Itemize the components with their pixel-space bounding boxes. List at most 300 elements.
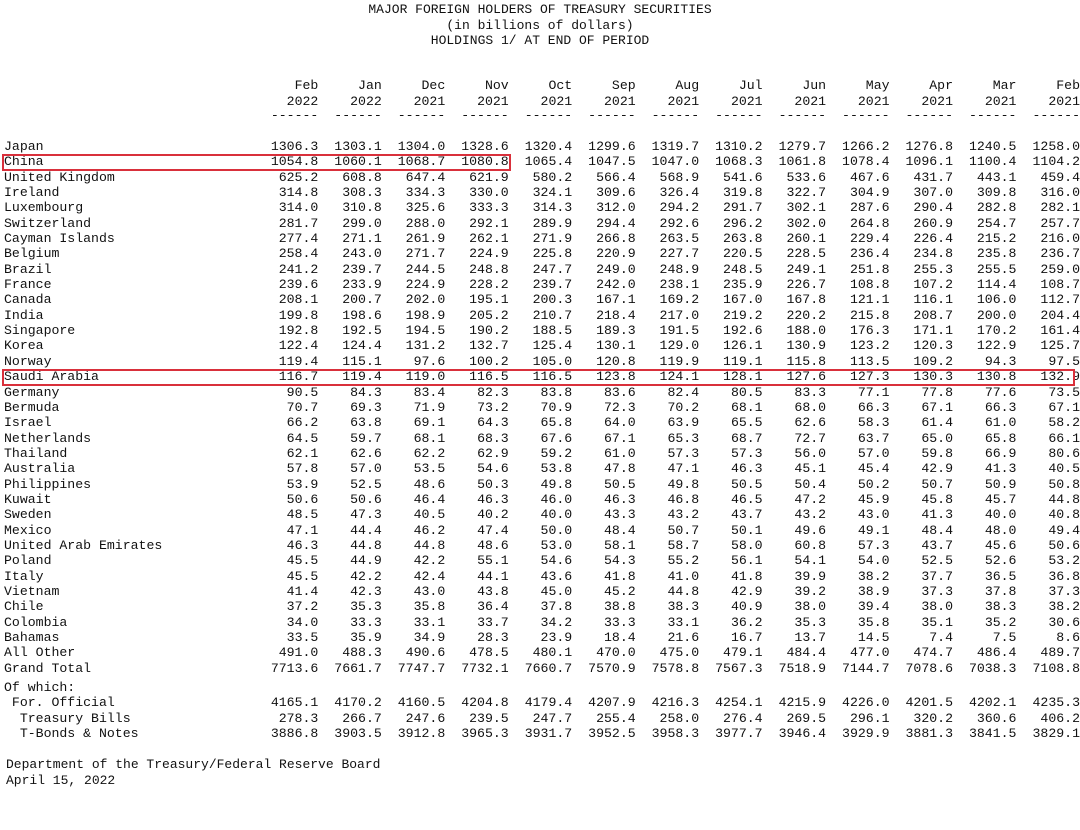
holding-value: 200.7 <box>342 292 382 308</box>
holding-value: 56.1 <box>730 553 763 569</box>
holding-value: 53.9 <box>286 476 319 492</box>
column-header <box>255 78 318 109</box>
column-header <box>445 78 508 109</box>
report-title <box>0 2 1080 49</box>
holding-value: 249.1 <box>786 261 827 277</box>
holding-value: 46.0 <box>540 491 573 507</box>
holdings-table <box>4 78 1080 741</box>
column-header <box>699 78 762 109</box>
holding-value: 50.5 <box>604 476 636 492</box>
holding-value: 1266.2 <box>842 139 890 154</box>
holding-value: 116.7 <box>278 369 319 385</box>
table-row <box>4 726 1080 741</box>
country-name: Singapore <box>4 323 76 339</box>
holding-value: 7747.7 <box>397 660 446 676</box>
holding-value: 33.3 <box>350 614 382 630</box>
column-year: 2021 <box>540 93 573 109</box>
holding-value: 316.0 <box>1040 185 1080 201</box>
holding-value: 1306.3 <box>270 139 319 154</box>
holding-value: 130.9 <box>786 338 827 354</box>
holding-value: 23.9 <box>540 630 573 645</box>
holding-value: 46.8 <box>667 491 700 507</box>
holding-value: 307.0 <box>913 185 953 201</box>
holding-value: 288.0 <box>405 215 446 231</box>
holding-value: 120.3 <box>913 338 953 354</box>
holding-value: 4207.9 <box>588 695 636 711</box>
column-month: Jan <box>358 78 382 93</box>
holding-value: 58.1 <box>604 537 636 553</box>
holding-value: 608.8 <box>342 169 382 185</box>
column-month: Jun <box>802 78 827 93</box>
header-underline: ------ <box>651 108 700 123</box>
holding-value: 38.2 <box>1048 599 1080 615</box>
holding-value: 330.0 <box>469 185 509 201</box>
holding-value: 3929.9 <box>842 725 890 741</box>
holding-value: 65.0 <box>921 430 953 446</box>
holding-value: 21.6 <box>667 630 700 645</box>
holding-value: 294.2 <box>659 200 700 216</box>
holding-value: 266.7 <box>342 710 382 726</box>
holding-value: 200.3 <box>532 292 573 308</box>
column-header <box>953 78 1016 109</box>
holding-value: 46.2 <box>413 522 446 538</box>
holding-value: 215.8 <box>849 307 890 323</box>
holding-value: 218.4 <box>596 307 636 323</box>
table-body <box>4 139 1080 676</box>
holding-value: 477.0 <box>849 645 890 661</box>
holding-value: 13.7 <box>794 630 827 645</box>
holding-value: 255.3 <box>913 261 953 277</box>
holding-value: 580.2 <box>532 169 573 185</box>
holding-value: 188.0 <box>786 323 827 339</box>
holding-value: 73.2 <box>477 399 509 415</box>
column-year: 2021 <box>794 93 827 109</box>
holding-value: 68.0 <box>794 399 827 415</box>
holding-value: 77.6 <box>984 384 1017 400</box>
holding-value: 41.4 <box>286 583 319 599</box>
holding-value: 255.5 <box>976 261 1017 277</box>
holding-value: 38.8 <box>604 599 636 615</box>
holding-value: 260.9 <box>913 215 953 231</box>
country-name: Canada <box>4 292 52 308</box>
table-row <box>4 553 1080 568</box>
table-row <box>4 446 1080 461</box>
holding-value: 132.9 <box>1040 369 1080 385</box>
saudi-arabia-highlight-box <box>2 369 1075 386</box>
holding-value: 73.5 <box>1048 384 1080 400</box>
holding-value: 189.3 <box>596 323 636 339</box>
holding-value: 3931.7 <box>524 725 573 741</box>
holding-value: 7.4 <box>929 630 953 645</box>
column-month: May <box>865 78 890 93</box>
column-month: Mar <box>992 78 1017 93</box>
holding-value: 48.6 <box>413 476 446 492</box>
holding-value: 1258.0 <box>1032 139 1080 154</box>
holding-value: 72.7 <box>794 430 827 446</box>
column-month: Nov <box>484 78 509 93</box>
holding-value: 59.7 <box>350 430 382 446</box>
holding-value: 66.3 <box>857 399 890 415</box>
holding-value: 47.8 <box>604 461 636 477</box>
holding-value: 406.2 <box>1040 710 1080 726</box>
holding-value: 1047.5 <box>588 154 636 170</box>
holding-value: 220.9 <box>596 246 636 262</box>
holding-value: 431.7 <box>913 169 953 185</box>
table-row <box>4 262 1080 277</box>
holding-value: 302.0 <box>786 215 827 231</box>
holding-value: 1320.4 <box>524 139 573 154</box>
holding-value: 54.0 <box>857 553 890 569</box>
column-month: Aug <box>675 78 700 93</box>
holding-value: 34.9 <box>413 630 446 645</box>
country-name: Philippines <box>4 476 92 492</box>
holding-value: 84.3 <box>350 384 382 400</box>
footer-source: Department of the Treasury/Federal Reserve Board <box>6 757 381 772</box>
footer <box>6 757 380 788</box>
holding-value: 1061.8 <box>778 154 827 170</box>
holding-value: 45.7 <box>984 491 1017 507</box>
holding-value: 41.3 <box>921 507 953 523</box>
holding-value: 58.2 <box>1048 415 1080 431</box>
holding-value: 236.7 <box>1040 246 1080 262</box>
country-name: Belgium <box>4 246 60 262</box>
holding-value: 43.0 <box>857 507 890 523</box>
holding-value: 114.4 <box>976 277 1017 293</box>
holding-value: 35.2 <box>984 614 1017 630</box>
holding-value: 127.3 <box>849 369 890 385</box>
country-name: Netherlands <box>4 430 92 446</box>
holding-value: 65.3 <box>667 430 700 446</box>
holding-value: 486.4 <box>976 645 1017 661</box>
holding-value: 39.9 <box>794 568 827 584</box>
holding-value: 53.2 <box>1048 553 1080 569</box>
holding-value: 72.3 <box>604 399 636 415</box>
table-row <box>4 711 1080 726</box>
holding-value: 35.1 <box>921 614 953 630</box>
holding-value: 68.3 <box>477 430 509 446</box>
table-row <box>4 615 1080 630</box>
holding-value: 480.1 <box>532 645 573 661</box>
holding-value: 233.9 <box>342 277 382 293</box>
holding-value: 475.0 <box>659 645 700 661</box>
holding-value: 200.0 <box>976 307 1017 323</box>
holding-value: 63.7 <box>857 430 890 446</box>
holding-value: 4235.3 <box>1032 695 1080 711</box>
header-underline-row <box>4 109 1080 123</box>
table-row <box>4 385 1080 400</box>
holding-value: 50.7 <box>667 522 700 538</box>
holding-value: 310.8 <box>342 200 382 216</box>
holding-value: 108.7 <box>1040 277 1080 293</box>
holding-value: 282.8 <box>976 200 1017 216</box>
holding-value: 50.8 <box>1048 476 1080 492</box>
header-underline: ------ <box>334 108 382 123</box>
holding-value: 236.4 <box>849 246 890 262</box>
holding-value: 69.1 <box>413 415 446 431</box>
header-underline: ------ <box>778 108 827 123</box>
holding-value: 52.5 <box>921 553 953 569</box>
table-row <box>4 354 1080 369</box>
header-underline: ------ <box>588 108 636 123</box>
holding-value: 210.7 <box>532 307 573 323</box>
holding-value: 239.7 <box>532 277 573 293</box>
column-year: 2021 <box>413 93 446 109</box>
holding-value: 647.4 <box>405 169 446 185</box>
holding-value: 66.2 <box>286 415 319 431</box>
holding-value: 57.0 <box>857 445 890 461</box>
holding-value: 30.6 <box>1048 614 1080 630</box>
holding-value: 45.5 <box>286 553 319 569</box>
holding-value: 130.3 <box>913 369 953 385</box>
holding-value: 292.6 <box>659 215 700 231</box>
holding-value: 238.1 <box>659 277 700 293</box>
holding-value: 124.4 <box>342 338 382 354</box>
holding-value: 105.0 <box>532 353 573 369</box>
holding-value: 1068.3 <box>715 154 763 170</box>
country-name: India <box>4 307 44 323</box>
holding-value: 247.7 <box>532 710 573 726</box>
corner-cell <box>4 78 255 109</box>
holding-value: 45.6 <box>984 537 1017 553</box>
holding-value: 53.0 <box>540 537 573 553</box>
holding-value: 46.3 <box>730 461 763 477</box>
holding-value: 42.2 <box>413 553 446 569</box>
holding-value: 319.8 <box>723 185 763 201</box>
holding-value: 314.8 <box>278 185 319 201</box>
holding-value: 3965.3 <box>461 725 509 741</box>
holding-value: 45.2 <box>604 583 636 599</box>
holding-value: 170.2 <box>976 323 1017 339</box>
holding-value: 44.1 <box>477 568 509 584</box>
holding-value: 224.9 <box>469 246 509 262</box>
holding-value: 38.0 <box>794 599 827 615</box>
holding-value: 46.4 <box>413 491 446 507</box>
holding-value: 1310.2 <box>715 139 763 154</box>
column-year: 2021 <box>1048 93 1080 109</box>
column-header <box>509 78 572 109</box>
holding-value: 228.5 <box>786 246 827 262</box>
holding-value: 276.4 <box>723 710 763 726</box>
china-highlight-box <box>2 154 511 171</box>
table-row <box>4 415 1080 430</box>
holding-value: 568.9 <box>659 169 700 185</box>
holding-value: 4215.9 <box>778 695 827 711</box>
country-name: Thailand <box>4 445 68 461</box>
holding-value: 123.2 <box>849 338 890 354</box>
header-underline: ------ <box>968 108 1017 123</box>
holding-value: 302.1 <box>786 200 827 216</box>
column-month: Sep <box>611 78 636 93</box>
holding-value: 48.4 <box>921 522 953 538</box>
holding-value: 48.0 <box>984 522 1017 538</box>
header-underline: ------ <box>715 108 763 123</box>
table-row <box>4 507 1080 522</box>
header-underline: ------ <box>461 108 509 123</box>
holding-value: 1060.1 <box>334 154 382 170</box>
holding-value: 208.1 <box>278 292 319 308</box>
holding-value: 1276.8 <box>905 139 953 154</box>
table-row <box>4 695 1080 710</box>
holding-value: 263.8 <box>723 231 763 247</box>
holding-value: 122.4 <box>278 338 319 354</box>
holding-value: 106.0 <box>976 292 1017 308</box>
holding-value: 42.3 <box>350 583 382 599</box>
holding-value: 167.1 <box>596 292 636 308</box>
table-row <box>4 231 1080 246</box>
holding-value: 1279.7 <box>778 139 827 154</box>
holding-value: 50.6 <box>350 491 382 507</box>
holding-value: 7660.7 <box>524 660 573 676</box>
table-row <box>4 538 1080 553</box>
holding-value: 55.2 <box>667 553 700 569</box>
table-row <box>4 277 1080 292</box>
holding-value: 314.0 <box>278 200 319 216</box>
holding-value: 42.9 <box>921 461 953 477</box>
holding-value: 239.7 <box>342 261 382 277</box>
holding-value: 130.1 <box>596 338 636 354</box>
holding-value: 57.3 <box>857 537 890 553</box>
holding-value: 61.4 <box>921 415 953 431</box>
holding-value: 45.4 <box>857 461 890 477</box>
holding-value: 271.9 <box>532 231 573 247</box>
column-header <box>890 78 953 109</box>
table-row <box>4 645 1080 660</box>
holding-value: 40.8 <box>1048 507 1080 523</box>
holding-value: 33.7 <box>477 614 509 630</box>
holding-value: 62.2 <box>413 445 446 461</box>
holding-value: 37.8 <box>984 583 1017 599</box>
holding-value: 121.1 <box>849 292 890 308</box>
holding-value: 52.5 <box>350 476 382 492</box>
holding-value: 122.9 <box>976 338 1017 354</box>
holding-value: 1304.0 <box>397 139 446 154</box>
holding-value: 40.5 <box>413 507 446 523</box>
holding-value: 1319.7 <box>651 139 700 154</box>
holding-value: 40.2 <box>477 507 509 523</box>
holding-value: 7.5 <box>992 630 1017 645</box>
table-row <box>4 200 1080 215</box>
holding-value: 3977.7 <box>715 725 763 741</box>
holding-value: 36.2 <box>730 614 763 630</box>
table-row <box>4 338 1080 353</box>
holding-value: 8.6 <box>1056 630 1080 645</box>
country-name: Saudi Arabia <box>4 369 99 385</box>
holding-value: 40.9 <box>730 599 763 615</box>
holding-value: 49.4 <box>1048 522 1080 538</box>
holding-value: 271.1 <box>342 231 382 247</box>
holding-value: 258.4 <box>278 246 319 262</box>
holding-value: 479.1 <box>723 645 763 661</box>
holding-value: 58.0 <box>730 537 763 553</box>
holding-value: 248.9 <box>659 261 700 277</box>
holding-value: 247.7 <box>532 261 573 277</box>
holding-value: 220.5 <box>723 246 763 262</box>
holding-value: 192.5 <box>342 323 382 339</box>
holding-value: 38.3 <box>667 599 700 615</box>
column-header <box>1016 78 1080 109</box>
holding-value: 48.5 <box>286 507 319 523</box>
footer-date: April 15, 2022 <box>6 772 116 788</box>
holding-value: 46.5 <box>730 491 763 507</box>
country-name: Israel <box>4 415 52 431</box>
holding-value: 45.8 <box>921 491 953 507</box>
holding-value: 36.8 <box>1048 568 1080 584</box>
country-name: Bahamas <box>4 630 60 645</box>
holding-value: 167.8 <box>786 292 827 308</box>
holding-value: 289.9 <box>532 215 573 231</box>
holding-value: 66.3 <box>984 399 1017 415</box>
holding-value: 67.1 <box>604 430 636 446</box>
holding-value: 1078.4 <box>842 154 890 170</box>
holding-value: 322.7 <box>786 185 827 201</box>
holding-value: 326.4 <box>659 185 700 201</box>
country-name: Colombia <box>4 614 68 630</box>
holding-value: 248.5 <box>723 261 763 277</box>
holding-value: 18.4 <box>604 630 636 645</box>
holding-value: 61.0 <box>604 445 636 461</box>
holding-value: 4165.1 <box>270 695 319 711</box>
holding-value: 115.1 <box>342 353 382 369</box>
holding-value: 49.8 <box>540 476 573 492</box>
holding-value: 205.2 <box>469 307 509 323</box>
column-year: 2021 <box>477 93 509 109</box>
holding-value: 199.8 <box>278 307 319 323</box>
holding-value: 41.0 <box>667 568 700 584</box>
holding-value: 46.3 <box>604 491 636 507</box>
header-underline: ------ <box>842 108 890 123</box>
country-name: Luxembourg <box>4 200 84 216</box>
holding-value: 225.8 <box>532 246 573 262</box>
holding-value: 38.2 <box>857 568 890 584</box>
holding-value: 42.2 <box>350 568 382 584</box>
holding-value: 229.4 <box>849 231 890 247</box>
holding-value: 333.3 <box>469 200 509 216</box>
country-name: Cayman Islands <box>4 231 115 247</box>
country-name: Korea <box>4 338 44 354</box>
table-row <box>4 292 1080 307</box>
holding-value: 266.8 <box>596 231 636 247</box>
holding-value: 1047.0 <box>651 154 700 170</box>
header-underline: ------ <box>524 108 573 123</box>
of-which-label: Of which: <box>4 680 76 696</box>
holding-value: 36.4 <box>477 599 509 615</box>
holding-value: 1240.5 <box>968 139 1017 154</box>
holding-value: 1068.7 <box>397 154 446 170</box>
holding-value: 1054.8 <box>270 154 319 170</box>
holding-value: 204.4 <box>1040 307 1080 323</box>
table-row <box>4 323 1080 338</box>
country-name: China <box>4 154 44 170</box>
table-row <box>4 461 1080 476</box>
holding-value: 94.3 <box>984 353 1017 369</box>
holding-value: 33.1 <box>413 614 446 630</box>
of-which-section <box>4 676 1080 741</box>
country-name: Switzerland <box>4 215 92 231</box>
holding-value: 49.6 <box>794 522 827 538</box>
holding-value: 226.4 <box>913 231 953 247</box>
holding-value: 7078.6 <box>905 660 953 676</box>
holding-value: 62.6 <box>794 415 827 431</box>
spacer-row <box>4 123 1080 139</box>
holding-value: 62.1 <box>286 445 319 461</box>
holding-value: 1328.6 <box>461 139 509 154</box>
holding-value: 1303.1 <box>334 139 382 154</box>
holding-value: 3903.5 <box>334 725 382 741</box>
holding-value: 202.0 <box>405 292 446 308</box>
holding-value: 533.6 <box>786 169 827 185</box>
holding-value: 248.8 <box>469 261 509 277</box>
header-underline: ------ <box>905 108 953 123</box>
